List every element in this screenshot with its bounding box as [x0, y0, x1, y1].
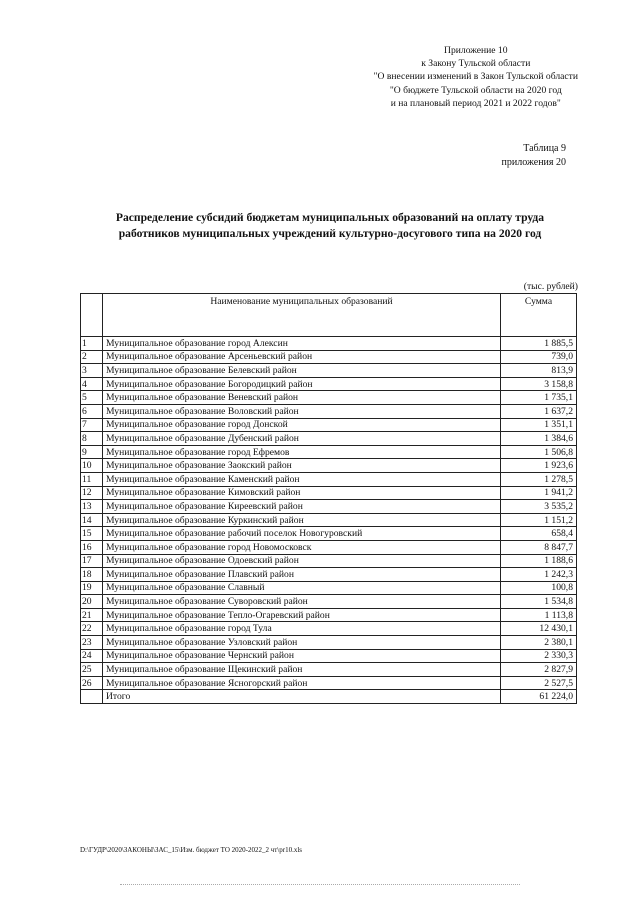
- table-ref-line2: приложения 20: [501, 156, 566, 168]
- row-number: 20: [81, 595, 103, 609]
- row-number: 7: [81, 418, 103, 432]
- row-sum: 2 527,5: [501, 676, 577, 690]
- row-name: Муниципальное образование Дубенский район: [103, 432, 501, 446]
- row-sum: 12 430,1: [501, 622, 577, 636]
- row-number: 17: [81, 554, 103, 568]
- table-row: [81, 500, 577, 514]
- row-number: 16: [81, 540, 103, 554]
- row-number: 23: [81, 636, 103, 650]
- row-sum: 1 637,2: [501, 404, 577, 418]
- header-line: к Закону Тульской области: [421, 58, 531, 70]
- row-number: 5: [81, 391, 103, 405]
- row-number: 9: [81, 445, 103, 459]
- file-path-footer: D:\ГУДР\2020\ЗАКОНЫ\ЗАС_15\Изм. бюджет ТО 2020-2022_2 чт\pr10.xls: [80, 846, 302, 854]
- table-row: [81, 432, 577, 446]
- row-name: Муниципальное образование Одоевский район: [103, 554, 501, 568]
- row-number: 14: [81, 513, 103, 527]
- table-row: [81, 337, 577, 351]
- row-sum: 1 151,2: [501, 513, 577, 527]
- row-name: Муниципальное образование Ясногорский район: [103, 676, 501, 690]
- row-number: 19: [81, 581, 103, 595]
- appendix-header: [374, 44, 578, 110]
- total-sum: 61 224,0: [501, 690, 577, 704]
- row-name: Муниципальное образование Кимовский район: [103, 486, 501, 500]
- row-name: Муниципальное образование рабочий поселок Новогуровский: [103, 527, 501, 541]
- row-sum: 1 941,2: [501, 486, 577, 500]
- table-row: [81, 350, 577, 364]
- row-number: 12: [81, 486, 103, 500]
- row-number: 6: [81, 404, 103, 418]
- row-sum: 1 534,8: [501, 595, 577, 609]
- row-name: Муниципальное образование город Донской: [103, 418, 501, 432]
- table-row: [81, 377, 577, 391]
- row-sum: 1 506,8: [501, 445, 577, 459]
- row-number: 18: [81, 568, 103, 582]
- title-line2: работников муниципальных учреждений культурно-досугового типа на 2020 год: [118, 227, 542, 240]
- table-row: [81, 663, 577, 677]
- row-number: 8: [81, 432, 103, 446]
- table-row: [81, 608, 577, 622]
- row-sum: 1 885,5: [501, 337, 577, 351]
- col-name-header: Наименование муниципальных образований: [103, 294, 501, 337]
- total-row: [81, 690, 577, 704]
- row-sum: 1 188,6: [501, 554, 577, 568]
- table-row: [81, 622, 577, 636]
- row-name: Муниципальное образование Киреевский район: [103, 500, 501, 514]
- row-sum: 658,4: [501, 527, 577, 541]
- row-name: Муниципальное образование Арсеньевский район: [103, 350, 501, 364]
- table-row: [81, 486, 577, 500]
- table-row: [81, 527, 577, 541]
- row-sum: 2 827,9: [501, 663, 577, 677]
- total-label: Итого: [103, 690, 501, 704]
- title-line1: Распределение субсидий бюджетам муниципальных образований на оплату труда: [115, 211, 545, 224]
- row-number: 26: [81, 676, 103, 690]
- header-line: и на плановый период 2021 и 2022 годов": [390, 97, 561, 109]
- row-number: 21: [81, 608, 103, 622]
- table-row: [81, 540, 577, 554]
- table-body: [81, 337, 577, 704]
- table-row: [81, 459, 577, 473]
- table-row: [81, 418, 577, 432]
- table-row: [81, 676, 577, 690]
- row-number: 24: [81, 649, 103, 663]
- row-sum: 3 158,8: [501, 377, 577, 391]
- row-sum: 1 351,1: [501, 418, 577, 432]
- row-sum: 1 278,5: [501, 472, 577, 486]
- table-row: [81, 445, 577, 459]
- table-row: [81, 472, 577, 486]
- col-num-header: [81, 294, 103, 337]
- row-name: Муниципальное образование Веневский район: [103, 391, 501, 405]
- header-line: Приложение 10: [444, 45, 508, 56]
- row-name: Муниципальное образование Заокский район: [103, 459, 501, 473]
- table-row: [81, 636, 577, 650]
- row-number: 11: [81, 472, 103, 486]
- row-name: Муниципальное образование город Ефремов: [103, 445, 501, 459]
- row-sum: 1 735,1: [501, 391, 577, 405]
- row-name: Муниципальное образование Узловский район: [103, 636, 501, 650]
- row-name: Муниципальное образование город Тула: [103, 622, 501, 636]
- row-number: 3: [81, 364, 103, 378]
- table-row: [81, 404, 577, 418]
- total-number: [81, 690, 103, 704]
- table-row: [81, 649, 577, 663]
- row-number: 1: [81, 337, 103, 351]
- subsidy-table: [80, 293, 577, 704]
- document-title: [60, 210, 600, 242]
- row-name: Муниципальное образование Щекинский район: [103, 663, 501, 677]
- table-row: [81, 554, 577, 568]
- header-line: "О внесении изменений в Закон Тульской области: [373, 71, 578, 83]
- row-name: Муниципальное образование Белевский район: [103, 364, 501, 378]
- row-sum: 813,9: [501, 364, 577, 378]
- row-number: 13: [81, 500, 103, 514]
- table-row: [81, 513, 577, 527]
- header-line: "О бюджете Тульской области на 2020 год: [389, 84, 562, 96]
- row-name: Муниципальное образование Суворовский район: [103, 595, 501, 609]
- row-sum: 1 384,6: [501, 432, 577, 446]
- row-name: Муниципальное образование Славный: [103, 581, 501, 595]
- row-sum: 3 535,2: [501, 500, 577, 514]
- table-row: [81, 364, 577, 378]
- units-label: (тыс. рублей): [523, 281, 578, 292]
- row-number: 15: [81, 527, 103, 541]
- row-name: Муниципальное образование Богородицкий район: [103, 377, 501, 391]
- table-row: [81, 391, 577, 405]
- row-name: Муниципальное образование город Новомосковск: [103, 540, 501, 554]
- row-number: 10: [81, 459, 103, 473]
- scan-artifact-line: [120, 884, 520, 885]
- row-sum: 1 923,6: [501, 459, 577, 473]
- row-number: 2: [81, 350, 103, 364]
- row-number: 22: [81, 622, 103, 636]
- row-number: 25: [81, 663, 103, 677]
- row-name: Муниципальное образование Куркинский район: [103, 513, 501, 527]
- table-row: [81, 595, 577, 609]
- row-sum: 2 330,3: [501, 649, 577, 663]
- row-sum: 1 113,8: [501, 608, 577, 622]
- row-sum: 8 847,7: [501, 540, 577, 554]
- row-sum: 739,0: [501, 350, 577, 364]
- row-name: Муниципальное образование Воловский район: [103, 404, 501, 418]
- row-name: Муниципальное образование город Алексин: [103, 337, 501, 351]
- table-reference: [502, 142, 566, 169]
- row-sum: 100,8: [501, 581, 577, 595]
- row-number: 4: [81, 377, 103, 391]
- row-sum: 1 242,3: [501, 568, 577, 582]
- table-ref-line1: Таблица 9: [523, 143, 566, 154]
- row-sum: 2 380,1: [501, 636, 577, 650]
- table-row: [81, 581, 577, 595]
- row-name: Муниципальное образование Тепло-Огаревский район: [103, 608, 501, 622]
- row-name: Муниципальное образование Чернский район: [103, 649, 501, 663]
- row-name: Муниципальное образование Плавский район: [103, 568, 501, 582]
- row-name: Муниципальное образование Каменский район: [103, 472, 501, 486]
- col-sum-header: Сумма: [501, 294, 577, 337]
- table-header-row: [81, 294, 577, 337]
- table-row: [81, 568, 577, 582]
